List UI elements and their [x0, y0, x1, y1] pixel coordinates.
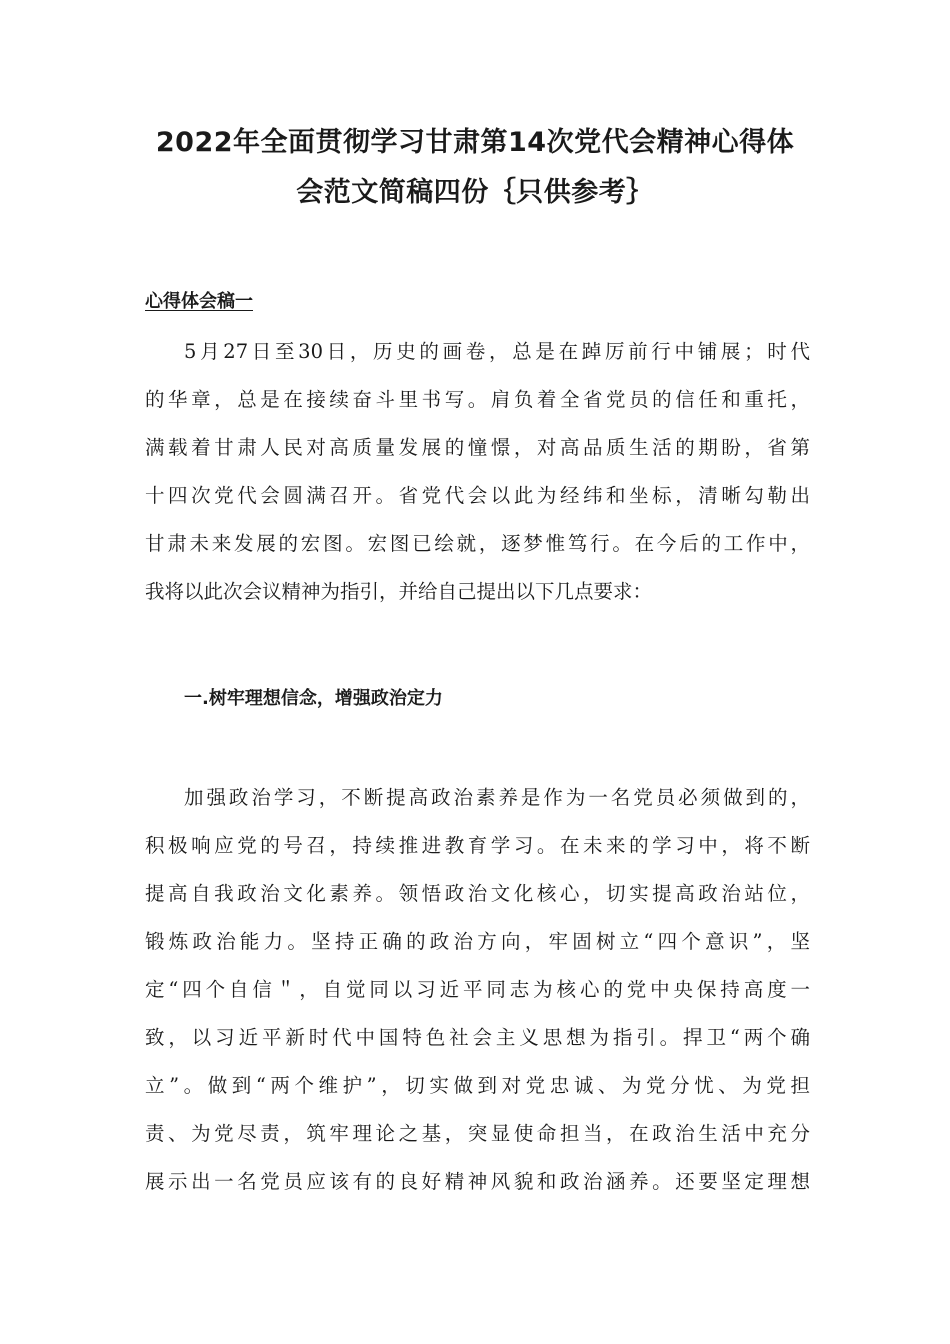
paragraph-line: 加强政治学习，不断提高政治素养是作为一名党员必须做到的， [184, 786, 810, 809]
paragraph-line: 责、为党尽责，筑牢理论之基，突显使命担当，在政治生活中充分 [145, 1122, 810, 1145]
paragraph-line: 展示出一名党员应该有的良好精神风貌和政治涵养。还要坚定理想 [145, 1170, 810, 1193]
paragraph-line: 我将以此次会议精神为指引，并给自己提出以下几点要求： [145, 580, 653, 603]
paragraph-line: 的华章，总是在接续奋斗里书写。肩负着全省党员的信任和重托， [145, 388, 810, 411]
paragraph-line: 提高自我政治文化素养。领悟政治文化核心，切实提高政治站位， [145, 882, 810, 905]
paragraph-1 [145, 328, 810, 616]
paragraph-2 [145, 774, 810, 1206]
paragraph-line: 满载着甘肃人民对高质量发展的憧憬，对高品质生活的期盼，省第 [145, 436, 810, 459]
title-line-2: 会范文简稿四份｛只供参考｝ [296, 177, 654, 208]
paragraph-line: 锻炼政治能力。坚持正确的政治方向，牢固树立“四个意识”，坚 [145, 930, 810, 953]
paragraph-line: 积极响应党的号召，持续推进教育学习。在未来的学习中，将不断 [145, 834, 810, 857]
paragraph-line: 立”。做到“两个维护”，切实做到对党忠诚、为党分忧、为党担 [145, 1074, 810, 1097]
paragraph-line: 致，以习近平新时代中国特色社会主义思想为指引。捍卫“两个确 [145, 1026, 810, 1049]
paragraph-line: 甘肃未来发展的宏图。宏图已绘就，逐梦惟笃行。在今后的工作中， [145, 532, 810, 555]
document-title [140, 128, 810, 228]
paragraph-line: 十四次党代会圆满召开。省党代会以此为经纬和坐标，清晰勾勒出 [145, 484, 810, 507]
title-line-1: 2022年全面贯彻学习甘肃第14次党代会精神心得体 [155, 127, 795, 158]
paragraph-line: 5月27日至30日，历史的画卷，总是在踔厉前行中铺展；时代 [184, 340, 810, 363]
subheading-1: 一.树牢理想信念，增强政治定力 [184, 688, 443, 709]
paragraph-line: 定“四个自信＂，自觉同以习近平同志为核心的党中央保持高度一 [145, 978, 810, 1001]
section-heading: 心得体会稿一 [145, 291, 253, 312]
